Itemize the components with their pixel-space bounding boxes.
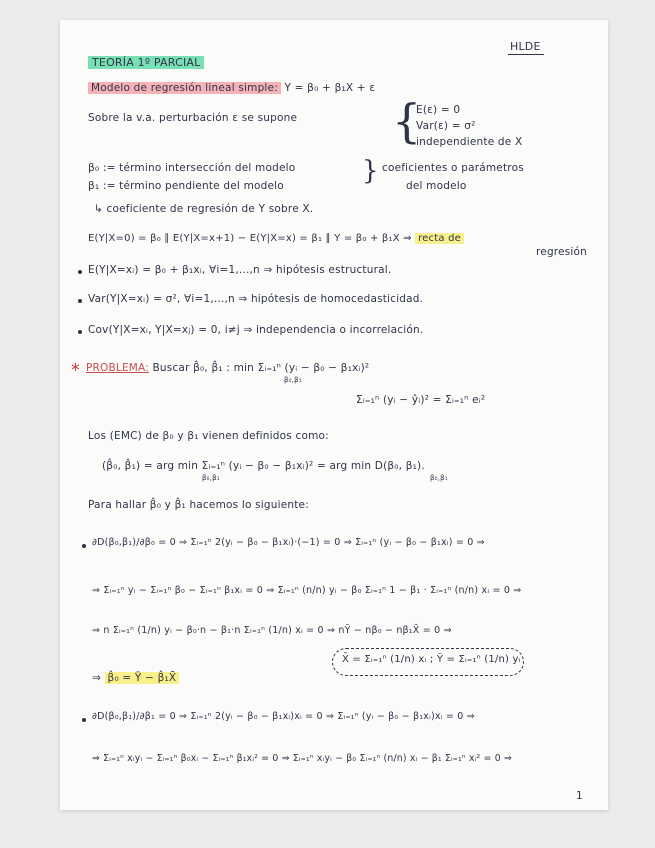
bullet-dot: [78, 299, 82, 303]
argmin-subscript-2: β₀,β₁: [430, 474, 448, 482]
page-number: 1: [576, 790, 583, 802]
argmin-line: (β̂₀, β̂₁) = arg min Σᵢ₌₁ⁿ (yᵢ − β₀ − β₁xᵢ)² = arg min D(β₀, β₁).: [102, 460, 425, 472]
procedure-intro: Para hallar β̂₀ y β̂₁ hacemos lo siguiente:: [88, 499, 309, 511]
derivative-b0-line-3: ⇒ n Σᵢ₌₁ⁿ (1/n) yᵢ − β₀·n − β₁·n Σᵢ₌₁ⁿ (1/n) xᵢ = 0 ⇒ nȲ − nβ₀ − nβ₁X̄ = 0 ⇒: [92, 625, 452, 636]
argmin-subscript: β₀,β₁: [202, 474, 220, 482]
derivative-b1-line-2: ⇒ Σᵢ₌₁ⁿ xᵢyᵢ − Σᵢ₌₁ⁿ β₀xᵢ − Σᵢ₌₁ⁿ β₁xᵢ² = 0 ⇒ Σᵢ₌₁ⁿ xᵢyᵢ − β₀ Σᵢ₌₁ⁿ (n/n) xᵢ − β₁ Σᵢ₌₁ⁿ xᵢ² = 0 ⇒: [92, 753, 513, 764]
term-b0: β₀ := término intersección del modelo: [88, 162, 296, 174]
condition-2: Var(ε) = σ²: [416, 120, 476, 132]
model-line: [88, 82, 375, 94]
problem-star: ∗: [70, 360, 82, 375]
bullet-homoscedasticity: Var(Y|X=xᵢ) = σ², ∀i=1,...,n ⇒ hipótesis de homocedasticidad.: [88, 293, 424, 305]
condition-3: independiente de X: [416, 136, 523, 148]
expectation-line: [88, 233, 464, 244]
bullet-dot: [82, 544, 86, 548]
condition-1: E(ε) = 0: [416, 104, 461, 116]
notebook-page: [60, 20, 608, 810]
problem-line: [86, 362, 369, 374]
result-b0-arrow: ⇒: [92, 672, 101, 684]
regression-line-continuation: regresión: [536, 246, 588, 258]
problem-min-subscript: β₀,β₁: [284, 376, 302, 384]
header-underline: [508, 54, 544, 55]
header-tag: HLDE: [510, 40, 541, 53]
terms-note-1: coeficientes o parámetros: [382, 162, 524, 174]
bullet-dot: [78, 330, 82, 334]
derivative-b0-line-1: ∂D(β₀,β₁)/∂β₀ = 0 ⇒ Σᵢ₌₁ⁿ 2(yᵢ − β₀ − β₁xᵢ)·(−1) = 0 ⇒ Σᵢ₌₁ⁿ (yᵢ − β₀ − β₁xᵢ) = 0 ⇒: [92, 537, 485, 548]
regression-line-label: recta de: [415, 233, 464, 244]
model-equation: Y = β₀ + β₁X + ε: [284, 82, 376, 94]
derivative-b1-line-1: ∂D(β₀,β₁)/∂β₁ = 0 ⇒ Σᵢ₌₁ⁿ 2(yᵢ − β₀ − β₁xᵢ)xᵢ = 0 ⇒ Σᵢ₌₁ⁿ (yᵢ − β₀ − β₁xᵢ)xᵢ = 0 ⇒: [92, 711, 475, 722]
problem-label: PROBLEMA:: [86, 362, 149, 374]
result-b0: [92, 672, 179, 684]
emc-definition: Los (EMC) de β₀ y β₁ vienen definidos como:: [88, 430, 329, 442]
terms-brace: }: [362, 156, 379, 186]
regression-coefficient-line: ↳ coeficiente de regresión de Y sobre X.: [94, 203, 314, 215]
bullet-dot: [78, 270, 82, 274]
term-b1: β₁ := término pendiente del modelo: [88, 180, 284, 192]
expectation-text: E(Y|X=0) = β₀ ∥ E(Y|X=x+1) − E(Y|X=x) = β₁ ∥ Y = β₀ + β₁X ⇒: [88, 233, 412, 244]
means-definition: X̄ = Σᵢ₌₁ⁿ (1/n) xᵢ ; Ȳ = Σᵢ₌₁ⁿ (1/n) yᵢ: [342, 654, 521, 665]
conditions-brace: {: [392, 94, 422, 148]
bullet-dot: [82, 718, 86, 722]
terms-note-2: del modelo: [406, 180, 467, 192]
bullet-independence: Cov(Y|X=xᵢ, Y|X=xⱼ) = 0, i≠j ⇒ independencia o incorrelación.: [88, 324, 424, 336]
perturbation-text: Sobre la v.a. perturbación ε se supone: [88, 112, 298, 124]
model-label: Modelo de regresión lineal simple:: [88, 82, 281, 94]
section-title: TEORÍA 1º PARCIAL: [88, 56, 204, 69]
bullet-structural: E(Y|X=xᵢ) = β₀ + β₁xᵢ, ∀i=1,...,n ⇒ hipótesis estructural.: [88, 264, 392, 276]
derivative-b0-line-2: ⇒ Σᵢ₌₁ⁿ yᵢ − Σᵢ₌₁ⁿ β₀ − Σᵢ₌₁ⁿ β₁xᵢ = 0 ⇒ Σᵢ₌₁ⁿ (n/n) yᵢ − β₀ Σᵢ₌₁ⁿ 1 − β₁ · Σᵢ₌₁ⁿ (n/n) xᵢ = 0 ⇒: [92, 585, 522, 596]
problem-text: Buscar β̂₀, β̂₁ : min Σᵢ₌₁ⁿ (yᵢ − β₀ − β₁xᵢ)²: [152, 362, 370, 374]
result-b0-formula: β̂₀ = Ȳ − β̂₁X̄: [105, 672, 180, 684]
problem-residual-sum: Σᵢ₌₁ⁿ (yᵢ − ŷᵢ)² = Σᵢ₌₁ⁿ eᵢ²: [356, 394, 486, 406]
